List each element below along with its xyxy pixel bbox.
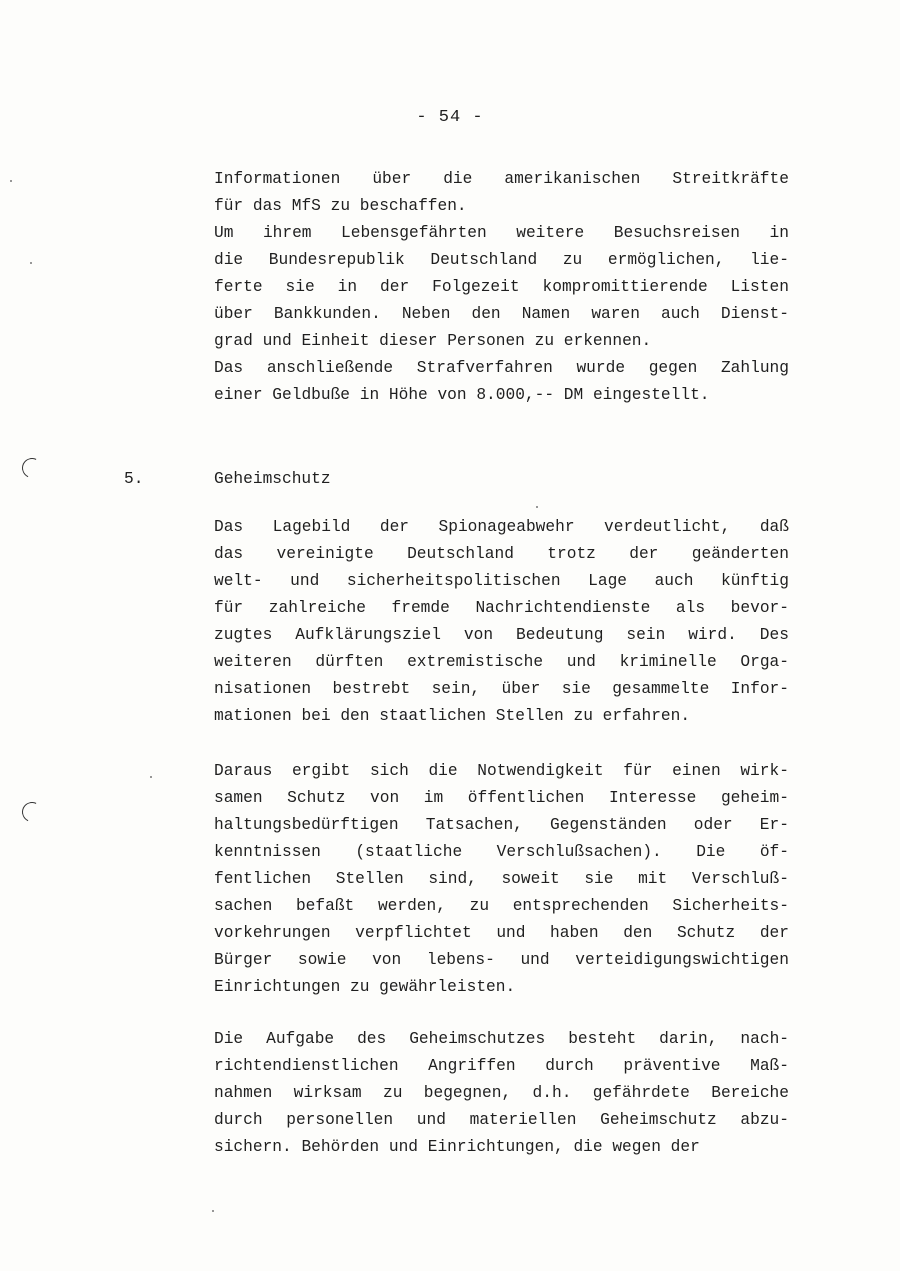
- text-line: haltungsbedürftigen Tatsachen, Gegenständen oder Er-: [214, 816, 789, 834]
- text-line: über Bankkunden. Neben den Namen waren auch Dienst-: [214, 305, 789, 323]
- text-line: Um ihrem Lebensgefährten weitere Besuchsreisen in: [214, 224, 789, 242]
- binder-hole-mark: [19, 799, 45, 825]
- text-line: Die Aufgabe des Geheimschutzes besteht darin, nach-: [214, 1030, 789, 1048]
- text-line: mationen bei den staatlichen Stellen zu erfahren.: [214, 707, 691, 725]
- text-line: Das anschließende Strafverfahren wurde gegen Zahlung: [214, 359, 789, 377]
- scan-speck: [30, 262, 32, 264]
- text-line: ferte sie in der Folgezeit kompromittierende Listen: [214, 278, 789, 296]
- scan-speck: [150, 776, 152, 778]
- scan-speck: [536, 506, 538, 508]
- text-line: das vereinigte Deutschland trotz der geänderten: [214, 545, 789, 563]
- text-line: nahmen wirksam zu begegnen, d.h. gefährdete Bereiche: [214, 1084, 789, 1102]
- text-line: zugtes Aufklärungsziel von Bedeutung sein wird. Des: [214, 626, 789, 644]
- text-line: sachen befaßt werden, zu entsprechenden Sicherheits-: [214, 897, 789, 915]
- text-line: kenntnissen (staatliche Verschlußsachen). Die öf-: [214, 843, 789, 861]
- text-line: sichern. Behörden und Einrichtungen, die wegen der: [214, 1138, 700, 1156]
- section-title: Geheimschutz: [214, 470, 331, 488]
- text-line: richtendienstlichen Angriffen durch präventive Maß-: [214, 1057, 789, 1075]
- text-line: grad und Einheit dieser Personen zu erkennen.: [214, 332, 652, 350]
- text-line: für das MfS zu beschaffen.: [214, 197, 467, 215]
- text-line: samen Schutz von im öffentlichen Interesse geheim-: [214, 789, 789, 807]
- text-line: Daraus ergibt sich die Notwendigkeit für einen wirk-: [214, 762, 789, 780]
- text-line: nisationen bestrebt sein, über sie gesammelte Infor-: [214, 680, 789, 698]
- text-line: Informationen über die amerikanischen Streitkräfte: [214, 170, 789, 188]
- binder-hole-mark: [19, 455, 45, 481]
- text-line: die Bundesrepublik Deutschland zu ermöglichen, lie-: [214, 251, 789, 269]
- text-line: weiteren dürften extremistische und kriminelle Orga-: [214, 653, 789, 671]
- text-line: fentlichen Stellen sind, soweit sie mit Verschluß-: [214, 870, 789, 888]
- page-number: - 54 -: [416, 108, 484, 127]
- text-line: einer Geldbuße in Höhe von 8.000,-- DM eingestellt.: [214, 386, 710, 404]
- scan-speck: [212, 1210, 214, 1212]
- text-line: vorkehrungen verpflichtet und haben den Schutz der: [214, 924, 789, 942]
- text-line: durch personellen und materiellen Geheimschutz abzu-: [214, 1111, 789, 1129]
- text-line: Bürger sowie von lebens- und verteidigungswichtigen: [214, 951, 789, 969]
- text-line: welt- und sicherheitspolitischen Lage auch künftig: [214, 572, 789, 590]
- scan-speck: [10, 180, 12, 182]
- text-line: für zahlreiche fremde Nachrichtendienste als bevor-: [214, 599, 789, 617]
- text-line: Einrichtungen zu gewährleisten.: [214, 978, 516, 996]
- section-number: 5.: [124, 470, 144, 488]
- text-line: Das Lagebild der Spionageabwehr verdeutlicht, daß: [214, 518, 789, 536]
